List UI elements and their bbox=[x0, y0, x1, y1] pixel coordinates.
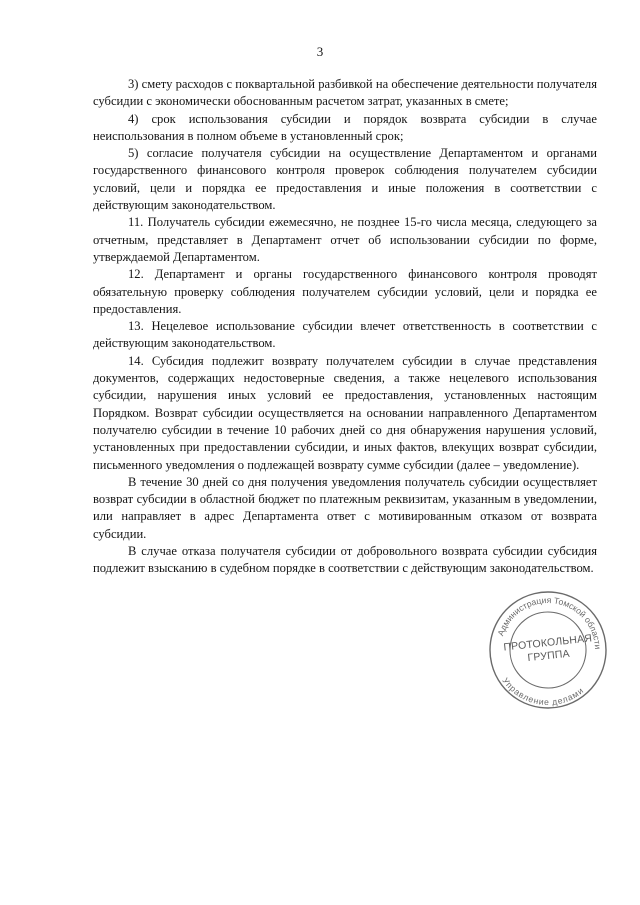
stamp-center-text: ПРОТОКОЛЬНАЯ ГРУППА bbox=[502, 632, 593, 665]
stamp-ring-top-text: Администрация Томской области bbox=[495, 594, 604, 650]
official-stamp bbox=[486, 588, 610, 712]
document-body bbox=[93, 76, 597, 578]
paragraph-clause-13: 13. Нецелевое использование субсидии влечет ответственность в соответствии с действующим законодательством. bbox=[93, 319, 597, 351]
paragraph-refusal: В случае отказа получателя субсидии от добровольного возврата субсидии субсидия подлежит взысканию в судебном порядке в соответствии с действующим законодательством. bbox=[93, 544, 597, 576]
paragraph-return-term: В течение 30 дней со дня получения уведомления получатель субсидии осуществляет возврат субсидии в областной бюджет по платежным реквизитам, указанным в уведомлении, или направляет в адрес Департамента ответ с мотивированным отказом от возврата субсидии. bbox=[93, 474, 597, 541]
stamp-ring-bottom-text: Управление делами bbox=[500, 675, 586, 708]
page-number: 3 bbox=[316, 44, 324, 59]
paragraph-item-5-consent: 5) согласие получателя субсидии на осуществление Департаментом и органами государственного финансового контроля проверок соблюдения получателем субсидии условий, цели и порядка ее предоставления и иные положения в соответствии с действующим законодательством. bbox=[93, 146, 597, 213]
paragraph-clause-14: 14. Субсидия подлежит возврату получателем субсидии в случае представления документов, содержащих недостоверные сведения, а также нецелевого использования субсидии, нарушения иных условий ее предоставления, установленных настоящим Порядком. Возврат субсидии осуществляется на основании направленного Департаментом получателю субсидии в течение 10 рабочих дней со дня обнаружения нарушения условий, установленных при предоставлении субсидии, и иных фактов, влекущих возврат субсидии, письменного уведомления о подлежащей возврату сумме субсидии (далее – уведомление). bbox=[93, 353, 597, 472]
paragraph-clause-11: 11. Получатель субсидии ежемесячно, не позднее 15-го числа месяца, следующего за отчетным, представляет в Департамент отчет об использовании субсидии по форме, утверждаемой Департаментом. bbox=[93, 215, 597, 264]
paragraph-clause-12: 12. Департамент и органы государственного финансового контроля проводят обязательную проверку соблюдения получателем субсидии условий, цели и порядка ее предоставления. bbox=[93, 267, 597, 316]
paragraph-item-3-estimate: 3) смету расходов с поквартальной разбивкой на обеспечение деятельности получателя субсидии с экономически обоснованным расчетом затрат, указанных в смете; bbox=[93, 77, 597, 109]
paragraph-item-4-term: 4) срок использования субсидии и порядок возврата субсидии в случае неиспользования в полном объеме в установленный срок; bbox=[93, 111, 597, 143]
